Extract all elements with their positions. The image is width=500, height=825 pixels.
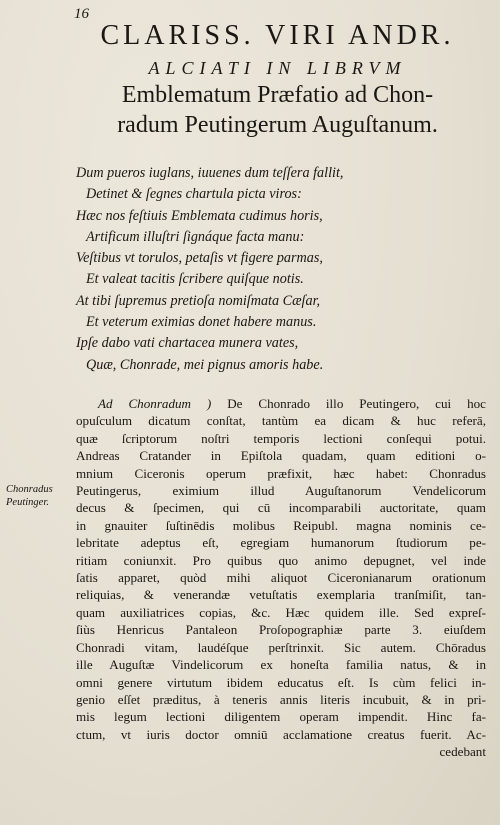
poem-line: Artificum illuſtri ſignáque facta manu: xyxy=(86,228,305,245)
commentary-line: ritiam coniunxit. Pro quibus quo animo depugnet, vel inde xyxy=(76,552,486,568)
heading-line-1: CLARISS. VIRI ANDR. xyxy=(100,20,455,51)
page-number: 16 xyxy=(74,6,89,22)
commentary-line: quam auxiliatrices copias, &c. Hæc quidem ille. Sed expreſ- xyxy=(76,604,486,620)
heading-line-2: ALCIATI IN LIBRVM xyxy=(148,58,407,78)
commentary-line: Peutingerus, eximium illud Auguſtanorum Vendelicorum xyxy=(76,483,486,499)
commentary-line: quæ ſcriptorum noſtri temporis lectioni conſequi potui. xyxy=(76,430,486,446)
poem-line: Detinet & ſegnes chartula picta viros: xyxy=(86,186,302,203)
dedicatory-poem xyxy=(76,163,476,376)
poem-line: Et veterum eximias donet habere manus. xyxy=(86,314,317,331)
poem-line: Hæc nos feſtiuis Emblemata cudimus horis, xyxy=(76,207,323,224)
commentary-line: opuſculum dicatum conſtat, tantùm ea dicam & huc referā, xyxy=(76,413,486,429)
poem-line: Veſtibus vt torulos, petaſis vt figere parmas, xyxy=(76,250,323,267)
commentary-line: mis legum lectioni diligentem operam impendit. Hinc fa- xyxy=(76,709,486,725)
commentary-line: Andreas Cratander in Epiſtola quadam, quam editioni o- xyxy=(76,448,486,464)
poem-line: Ipſe dabo vati chartacea munera vates, xyxy=(76,335,299,352)
poem-line: Quæ, Chonrade, mei pignus amoris habe. xyxy=(86,356,324,373)
commentary-line: reliquias, & venerandæ vetuſtatis exemplaria tranſmiſit, tan- xyxy=(76,587,486,603)
commentary-line: mnium Ciceronis operum præfixit, hæc habet: Chonradus xyxy=(76,465,486,481)
commentary-line: ſiùs Henricus Pantaleon Proſopographiæ parte 3. eiuſdem xyxy=(76,622,486,638)
commentary-line: decus & ſpecimen, qui cū incomparabili auctoritate, quam xyxy=(76,500,486,516)
poem-line: Dum pueros iuglans, iuuenes dum teſſera fallit, xyxy=(76,165,344,181)
commentary-line: ſatis apparet, quòd mihi aliquot Ciceronianarum orationum xyxy=(76,570,486,586)
commentary-lemma: Ad Chonradum ) xyxy=(98,396,212,411)
poem-line: Et valeat tacitis ſcribere quiſque notis. xyxy=(86,271,304,288)
heading-line-4: radum Peutingerum Auguſtanum. xyxy=(117,112,438,138)
commentary-line: lebritate adeptus eſt, egregiam humanorum ſtudiorum pe- xyxy=(76,535,486,551)
catchword: cedebant xyxy=(439,744,486,760)
commentary-line: omni genere virtutum ibidem educatus eſt. Is cùm felici in- xyxy=(76,674,486,690)
poem-line: At tibi ſupremus pretioſa nomiſmata Cæſar, xyxy=(76,292,321,309)
commentary-line: Chonradi vitam, laudéſque perſtrinxit. Sic autem. Chōradus xyxy=(76,639,486,655)
commentary-line: ille Auguſtæ Vindelicorum ex honeſta familia natus, & in xyxy=(76,657,486,673)
commentary-line: ctum, vt iuris doctor omniū acclamatione creatus fuerit. Ac- xyxy=(76,726,486,742)
commentary-line: in gnauiter ſuſtinēdis molibus Reipubl. magna nominis ce- xyxy=(76,517,486,533)
chapter-heading xyxy=(70,20,485,140)
margin-note: Chonradus Peutinger. xyxy=(6,484,53,508)
commentary-text: De Chonrado illo Peutingero, cui hoc xyxy=(227,396,486,411)
commentary-block xyxy=(76,395,486,761)
commentary-line: genio eſſet præditus, à teneris annis literis incubuit, & in pri- xyxy=(76,691,486,707)
heading-line-3: Emblematum Præfatio ad Chon- xyxy=(121,82,434,108)
commentary-first-line xyxy=(76,395,486,412)
